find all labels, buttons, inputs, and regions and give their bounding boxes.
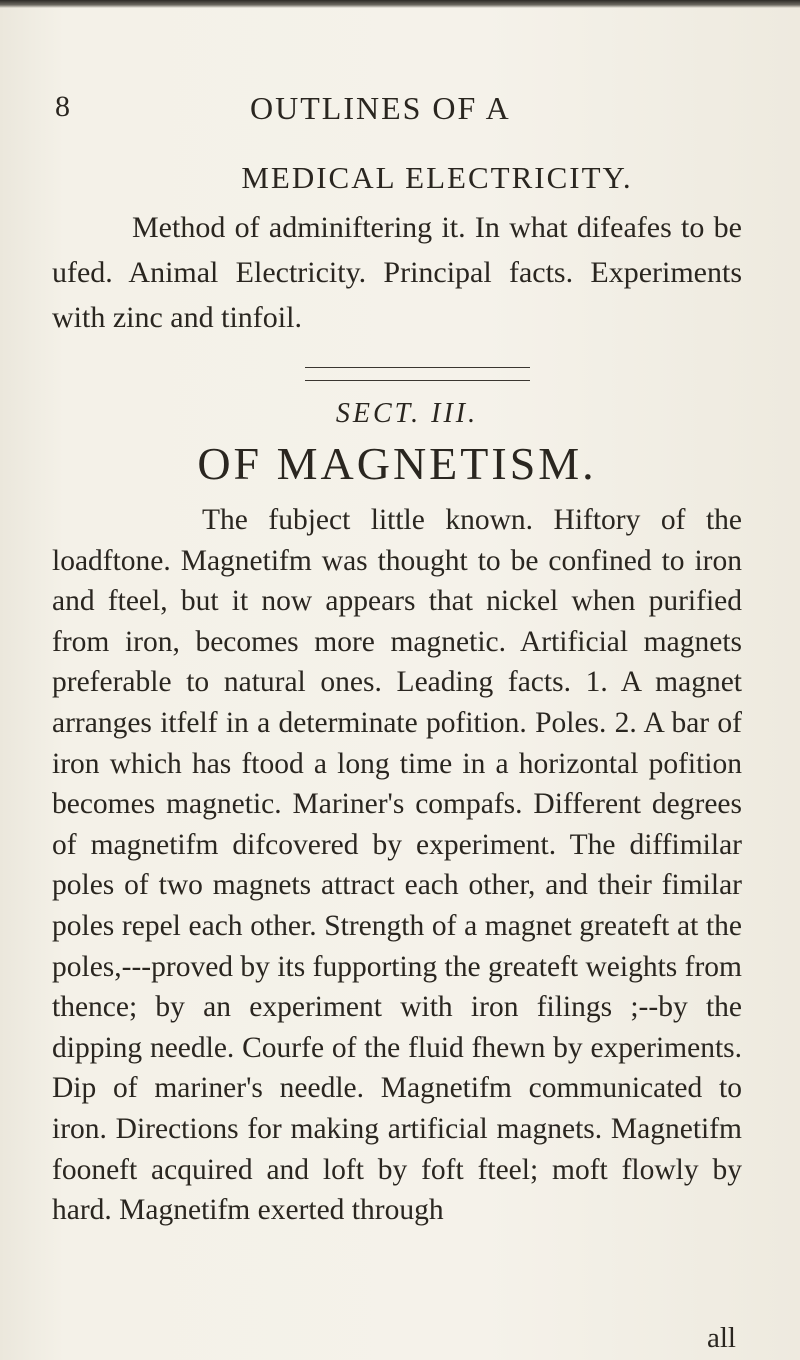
double-rule-top [305, 367, 530, 368]
section-label: SECT. III. [335, 398, 479, 429]
section-title: OF MAGNETISM. [197, 438, 597, 489]
catchword: all [707, 1322, 736, 1354]
toc-paragraph: Method of adminiftering it. In what difeafes to be ufed. Animal Electricity. Principal facts. Experiments with zinc and tinfoil. [52, 211, 742, 334]
double-rule-bottom [305, 380, 530, 381]
running-head [55, 90, 740, 130]
page-number: 8 [55, 90, 71, 123]
toc-heading: MEDICAL ELECTRICITY. [241, 160, 633, 195]
page-top-edge [0, 0, 800, 8]
running-title: OUTLINES OF A [250, 90, 511, 126]
body-paragraph: The fubject little known. Hiftory of the loadftone. Magnetifm was thought to be confined to iron and fteel, but it now appears that nickel when purified from iron, becomes more magnetic. Artificial magnets preferable to natural ones. Leading facts. 1. A magnet arranges itfelf in a determinate pofition. Poles. 2. A bar of iron which has ftood a long time in a horizontal pofition becomes magnetic. Mariner's compafs. Different degrees of magnetifm difcovered by experiment. The diffimilar poles of two magnets attract each other, and their fimilar poles repel each other. Strength of a magnet greateft at the poles,---proved by its fupporting the greateft weights from thence; by an experiment with iron filings ;--by the dipping needle. Courfe of the fluid fhewn by experiments. Dip of mariner's needle. Magnetifm communicated to iron. Directions for making artificial magnets. Magnetifm fooneft acquired and loft by foft fteel; moft flowly by hard. Magnetifm exerted through [52, 504, 742, 1227]
section-body [52, 500, 742, 1231]
toc-text [52, 205, 742, 340]
